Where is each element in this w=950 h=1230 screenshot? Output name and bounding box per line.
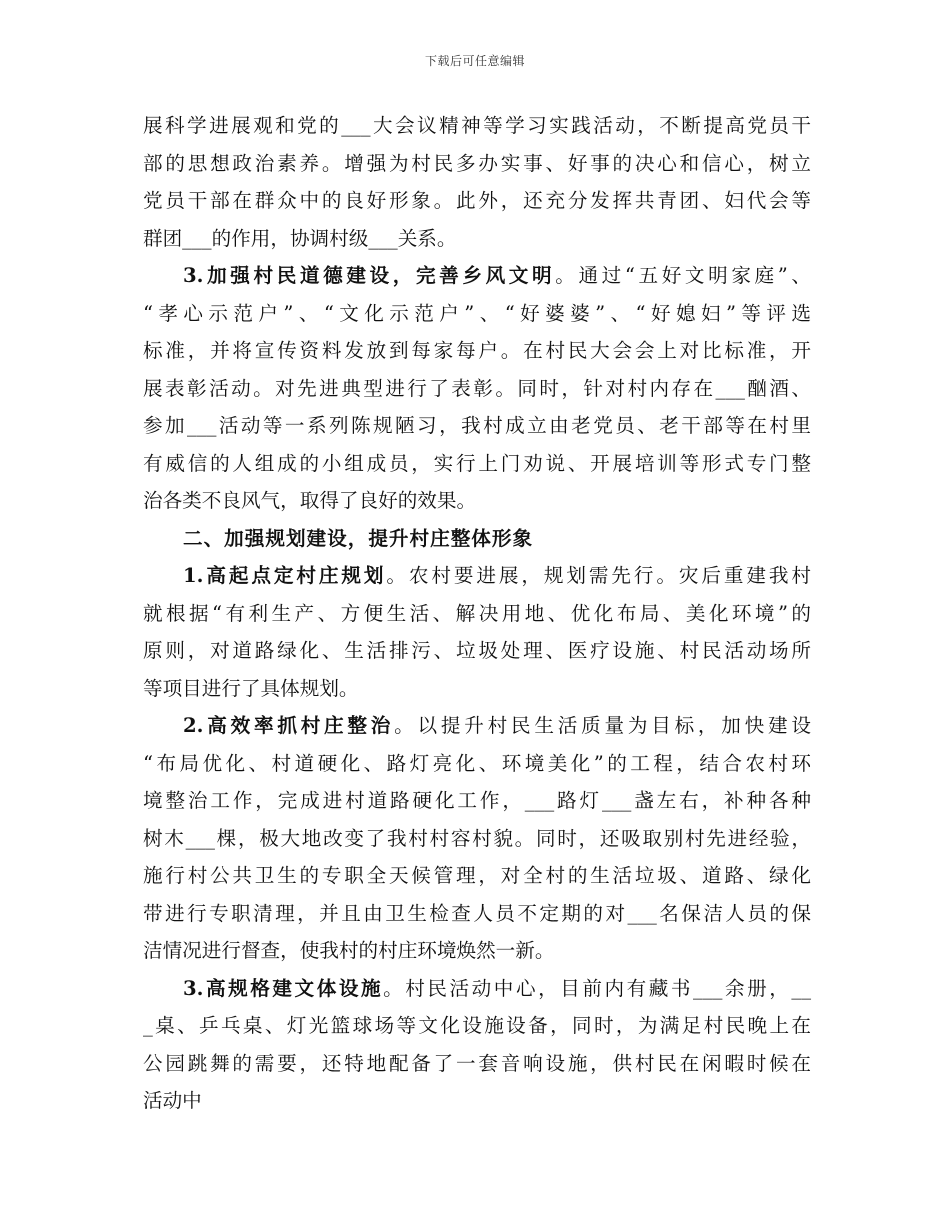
section-heading (143, 520, 811, 558)
line-text: 党员干部在群众中的良好形象。此外，还充分发挥共青团、妇代会等 (143, 189, 811, 212)
subheading-text: 3.加强村民道德建设，完善乡风文明 (183, 264, 556, 287)
text-line (143, 670, 811, 708)
line-text: 有威信的人组成的小组成员，实行上门劝说、开展培训等形式专门整 (143, 451, 811, 475)
text-line (143, 557, 811, 595)
text-line (143, 707, 811, 745)
text-line (143, 932, 811, 970)
line-text: 。村民活动中心，目前内有藏书___余册，__ (383, 976, 811, 1000)
text-line (143, 970, 811, 1008)
page-header-note: 下载后可任意编辑 (424, 54, 525, 68)
text-line (143, 1007, 811, 1045)
line-text: 。农村要进展，规划需先行。灾后重建我村 (386, 564, 811, 587)
text-line (143, 632, 811, 670)
line-text: 等项目进行了具体规划。 (143, 676, 359, 700)
line-text: 标准，并将宣传资料发放到每家每户。在村民大会会上对比标准，开 (143, 339, 811, 362)
text-line (143, 895, 811, 933)
text-line (143, 857, 811, 895)
subheading-text: 1.高起点定村庄规划 (183, 564, 387, 587)
text-line (143, 745, 811, 783)
line-text: “布局优化、村道硬化、路灯亮化、环境美化”的工程，结合农村环 (143, 751, 811, 775)
text-line (143, 407, 811, 445)
text-line (143, 482, 811, 520)
line-text: 洁情况进行督查，使我村的村庄环境焕然一新。 (143, 939, 555, 962)
subheading-text: 3.高规格建文体设施 (183, 976, 384, 1000)
line-text: _桌、乒乓桌、灯光篮球场等文化设施设备，同时，为满足村民晚上在 (143, 1014, 811, 1037)
line-text: “孝心示范户”、“文化示范户”、“好婆婆”、“好媳妇”等评选 (143, 301, 811, 325)
line-text: 群团___的作用，协调村级___关系。 (143, 226, 457, 250)
line-text: 树木___棵，极大地改变了我村村容村貌。同时，还吸取别村先进经验， (143, 826, 811, 850)
text-line (143, 782, 811, 820)
line-text: 部的思想政治素养。增强为村民多办实事、好事的决心和信心，树立 (143, 151, 811, 175)
text-line (143, 445, 811, 483)
text-line (143, 332, 811, 370)
text-line (143, 820, 811, 858)
line-text: 参加___活动等一系列陈规陋习，我村成立由老党员、老干部等在村里 (143, 414, 811, 437)
text-line (143, 595, 811, 633)
line-text: 二、加强规划建设，提升村庄整体形象 (183, 526, 534, 550)
text-line (143, 257, 811, 295)
subheading-text: 2.高效率抓村庄整治 (183, 714, 395, 737)
line-text: 境整治工作，完成进村道路硬化工作，___路灯___盏左右，补种各种 (143, 789, 811, 812)
line-text: 公园跳舞的需要，还特地配备了一套音响设施，供村民在闲暇时候在 (143, 1051, 811, 1075)
line-text: 施行村公共卫生的专职全天候管理，对全村的生活垃圾、道路、绿化 (143, 864, 811, 887)
line-text: 。以提升村民生活质量为目标，加快建设 (394, 714, 811, 737)
text-line (143, 1045, 811, 1083)
text-line (143, 370, 811, 408)
text-line (143, 220, 811, 258)
text-line (143, 182, 811, 220)
document-body (143, 107, 811, 1120)
text-line (143, 1082, 811, 1120)
line-text: 带进行专职清理，并且由卫生检查人员不定期的对___名保洁人员的保 (143, 901, 811, 925)
text-line (143, 107, 811, 145)
text-line (143, 295, 811, 333)
line-text: 展科学进展观和党的___大会议精神等学习实践活动，不断提高党员干 (143, 114, 811, 137)
line-text: 展表彰活动。对先进典型进行了表彰。同时，针对村内存在___酗酒、 (143, 376, 811, 400)
line-text: 治各类不良风气，取得了良好的效果。 (143, 489, 477, 512)
line-text: 就根据“有利生产、方便生活、解决用地、优化布局、美化环境”的 (143, 601, 811, 625)
line-text: 活动中 (143, 1089, 202, 1112)
text-line (143, 145, 811, 183)
line-text: 。通过“五好文明家庭”、 (555, 264, 811, 287)
line-text: 原则，对道路绿化、生活排污、垃圾处理、医疗设施、村民活动场所 (143, 639, 811, 662)
